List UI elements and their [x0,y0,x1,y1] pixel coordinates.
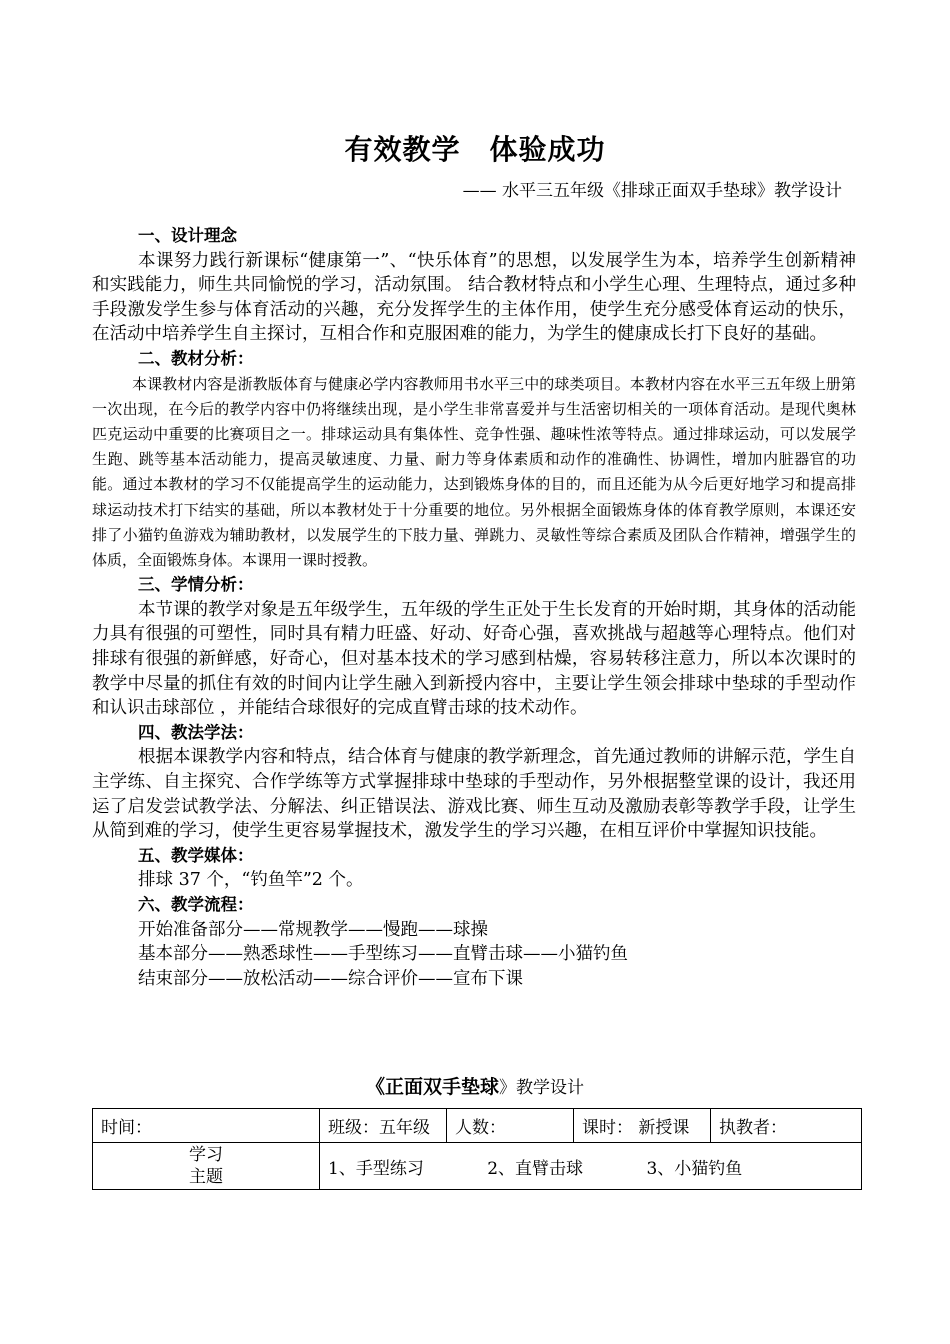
table-title-suffix: 》教学设计 [499,1078,584,1098]
table-row [93,1143,862,1190]
document-subtitle: —— 水平三五年级《排球正面双手垫球》教学设计 [462,181,842,201]
count-cell: 人数： [447,1109,574,1143]
topics-cell [320,1143,862,1190]
section-line: 结束部分——放松活动——综合评价——宣布下课 [138,968,523,989]
class-cell: 班级：五年级 [320,1109,447,1143]
lesson-plan-table [92,1108,862,1190]
section-heading-student-analysis: 三、学情分析： [138,575,254,595]
topic-item: 3、小猫钓鱼 [646,1158,743,1179]
section-line: 基本部分——熟悉球性——手型练习——直臂击球——小猫钓鱼 [138,944,628,965]
topic-item: 1、手型练习 [328,1158,424,1179]
section-heading-teaching-methods: 四、教法学法： [138,722,254,742]
section-paragraph: 根据本课教学内容和特点，结合体育与健康的教学新理念，首先通过教师的讲解示范，学生自主学练、自主探究、合作学练等方式掌握排球中垫球的手型动作，另外根据整堂课的设计，我还用运了启发尝试教学法、分解法、纠正错误法、游戏比赛、师生互动及激励表彰等教学手段，让学生从简到难的学习，使学生更容易掌握技术，激发学生的学习兴趣，在相互评价中掌握知识技能。 [92,747,856,842]
section-heading-teaching-media: 五、教学媒体： [138,845,254,865]
lesson-cell: 课时： 新授课 [574,1109,711,1143]
table-row [93,1109,862,1143]
section-heading-design-concept: 一、设计理念 [138,226,237,245]
section-heading-teaching-process: 六、教学流程： [138,894,254,914]
section-heading-material-analysis: 二、教材分析： [138,348,254,368]
section-line: 排球 37 个，“钓鱼竿”2 个。 [138,870,364,891]
topic-label-line: 学习 [189,1145,223,1165]
table-title-main: 《正面双手垫球 [365,1076,499,1098]
topic-label-line: 主题 [189,1167,223,1187]
document-body [92,224,856,991]
document-title: 有效教学 体验成功 [344,133,606,166]
section-paragraph: 本课努力践行新课标“健康第一”、“快乐体育”的思想，以发展学生为本，培养学生创新精神和实践能力，师生共同愉悦的学习，活动氛围。 结合教材特点和小学生心理、生理特点，通过多种手段激发学生参与体育活动的兴趣，充分发挥学生的主体作用，使学生充分感受体育运动的快乐，在活动中培养学生自主探讨，互相合作和克服困难的能力，为学生的健康成长打下良好的基础。 [92,250,856,345]
section-paragraph: 本节课的教学对象是五年级学生，五年级的学生正处于生长发育的开始时期，其身体的活动能力具有很强的可塑性，同时具有精力旺盛、好动、好奇心强，喜欢挑战与超越等心理特点。他们对排球有很强的新鲜感，好奇心，但对基本技术的学习感到枯燥，容易转移注意力，所以本次课时的教学中尽量的抓住有效的时间内让学生融入到新授内容中，主要让学生领会排球中垫球的手型动作和认识击球部位 ，并能结合球很好的完成直臂击球的技术动作。 [92,599,856,719]
section-paragraph: 本课教材内容是浙教版体育与健康必学内容教师用书水平三中的球类项目。本教材内容在水平三五年级上册第一次出现，在今后的教学内容中仍将继续出现，是小学生非常喜爱并与生活密切相关的一项体育活动。是现代奥林匹克运动中重要的比赛项目之一。排球运动具有集体性、竞争性强、趣味性浓等特点。通过排球运动，可以发展学生跑、跳等基本活动能力，提高灵敏速度、力量、耐力等身体素质和动作的准确性、协调性，增加内脏器官的功能。通过本教材的学习不仅能提高学生的运动能力，达到锻炼身体的目的，而且还能为从今后更好地学习和提高排球运动技术打下结实的基础，所以本教材处于十分重要的地位。另外根据全面锻炼身体的体育教学原则，本课还安排了小猫钓鱼游戏为辅助教材，以发展学生的下肢力量、弹跳力、灵敏性等综合素质及团队合作精神，增强学生的体质，全面锻炼身体。本课用一课时授教。 [92,374,856,569]
section-line: 开始准备部分——常规教学——慢跑——球操 [138,919,488,940]
teacher-cell: 执教者： [711,1109,862,1143]
table-title [0,1072,950,1099]
time-cell: 时间： [93,1109,320,1143]
topic-label-cell [93,1143,320,1190]
topic-item: 2、直臂击球 [487,1158,584,1179]
